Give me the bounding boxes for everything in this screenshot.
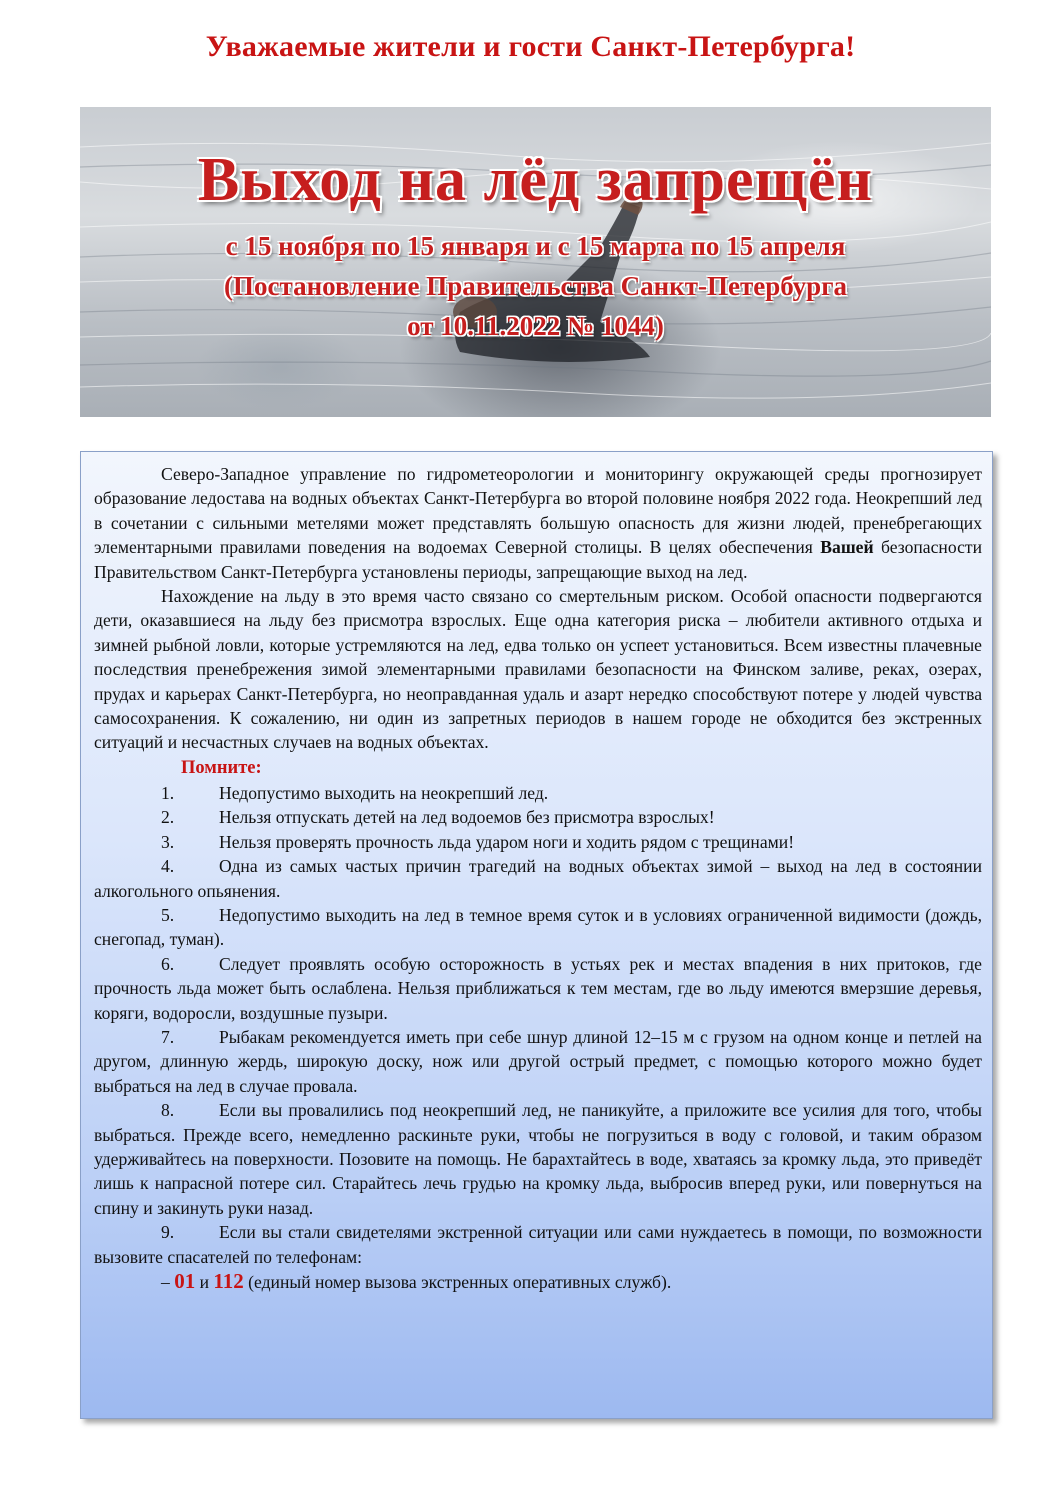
rule-number: 7. bbox=[161, 1026, 175, 1047]
rule-number: 2. bbox=[161, 807, 175, 828]
rule-item bbox=[94, 781, 982, 805]
rule-number: 9. bbox=[161, 1222, 175, 1243]
rule-text: Недопустимо выходить на неокрепший лед. bbox=[219, 782, 549, 803]
rule-number: 3. bbox=[161, 831, 175, 852]
rule-text: Следует проявлять особую осторожность в устьях рек и местах впадения в них притоков, где прочность льда может быть ослаблена. Нельзя приближаться к тем местам, где во льду имеются вмерзшие деревья, коряги, водоросли, воздушные пузыри. bbox=[94, 953, 982, 1023]
rule-text: Одна из самых частых причин трагедий на водных объектах зимой – выход на лед в состоянии алкогольного опьянения. bbox=[94, 856, 982, 901]
rule-text: Нельзя отпускать детей на лед водоемов без присмотра взрослых! bbox=[219, 807, 715, 828]
rule-text: Если вы провалились под неокрепший лед, не паникуйте, а приложите все усилия для того, чтобы выбраться. Прежде всего, немедленно раскиньте руки, чтобы не погрузиться в воду с головой, и таким образом удерживайтесь на поверхности. Позовите на помощь. Не барахтайтесь в воде, хватаясь за кромку льда, это приведёт лишь к напрасной потере сил. Старайтесь лечь грудью на кромку льда, выбросив вперед руки, или повернуться на спину и закинуть руки назад. bbox=[94, 1100, 982, 1218]
banner-decree-number: от 10.11.2022 № 1044) bbox=[407, 311, 664, 341]
rule-number: 1. bbox=[161, 782, 175, 803]
paragraph-1: Северо-Западное управление по гидрометеорологии и мониторингу окружающей среды прогнозирует образование ледостава на водных объектах Санкт-Петербурга во второй половине ноября 2022 года. Неокрепший лед в сочетании с сильными метелями может представлять большую опасность для жизни людей, пренебрегающих элементарными правилами поведения на водоемах Северной столицы. В целях обеспечения Вашей безопасности Правительством Санкт-Петербурга установлены периоды, запрещающие выход на лед. bbox=[94, 464, 982, 582]
rule-text: Если вы стали свидетелями экстренной ситуации или сами нуждаетесь в помощи, по возможности вызовите спасателей по телефонам: bbox=[94, 1222, 982, 1267]
bold-word: Вашей bbox=[820, 537, 874, 558]
emergency-phones: – 01 и 112 (единый номер вызова экстренных оперативных служб). bbox=[161, 1269, 672, 1293]
info-panel bbox=[80, 451, 993, 1419]
rule-number: 8. bbox=[161, 1100, 175, 1121]
paragraph-2: Нахождение на льду в это время часто связано со смертельным риском. Особой опасности подвергаются дети, оказавшиеся на льду без присмотра взрослых. Еще одна категория риска – любители активного отдыха и зимней рыбной ловли, которые устремляются на лед, едва только он успеет установиться. Всем известны плачевные последствия пренебрежения зимой элементарными правилами безопасности на Финском заливе, реках, озерах, прудах и карьерах Санкт-Петербурга, но неоправданная удаль и азарт нередко способствуют потере у людей чувства самосохранения. К сожалению, ни один из запретных периодов в нашем городе не обходится без экстренных ситуаций и несчастных случаев на водных объектах. bbox=[94, 586, 982, 753]
banner-image bbox=[80, 107, 991, 417]
rule-item bbox=[94, 805, 982, 829]
rule-item bbox=[94, 952, 982, 1025]
rule-number: 6. bbox=[161, 953, 175, 974]
rule-item bbox=[94, 1025, 982, 1098]
rule-item bbox=[94, 854, 982, 903]
rule-item bbox=[94, 903, 982, 952]
remember-heading: Помните: bbox=[181, 757, 262, 778]
banner-title: Выход на лёд запрещён bbox=[197, 146, 874, 214]
rule-item bbox=[94, 1220, 982, 1269]
banner-decree: (Постановление Правительства Санкт-Петербурга bbox=[224, 271, 847, 301]
rule-number: 5. bbox=[161, 904, 175, 925]
rule-text: Рыбакам рекомендуется иметь при себе шнур длиной 12–15 м с грузом на одном конце и петлей на другом, длинную жердь, широкую доску, нож или другой острый предмет, с помощью которого можно будет выбраться на лед в случае провала. bbox=[94, 1026, 982, 1096]
phone-01: 01 bbox=[174, 1269, 196, 1293]
phone-112: 112 bbox=[213, 1269, 244, 1293]
rules-list bbox=[94, 781, 982, 1269]
rule-number: 4. bbox=[161, 856, 175, 877]
rule-item bbox=[94, 830, 982, 854]
page-title: Уважаемые жители и гости Санкт-Петербурга! bbox=[205, 30, 856, 63]
rule-item bbox=[94, 1098, 982, 1220]
rule-text: Нельзя проверять прочность льда ударом ноги и ходить рядом с трещинами! bbox=[219, 831, 795, 852]
banner-dates: с 15 ноября по 15 января и с 15 марта по 15 апреля bbox=[225, 231, 846, 261]
rule-text: Недопустимо выходить на лед в темное время суток и в условиях ограниченной видимости (дождь, снегопад, туман). bbox=[94, 904, 982, 950]
